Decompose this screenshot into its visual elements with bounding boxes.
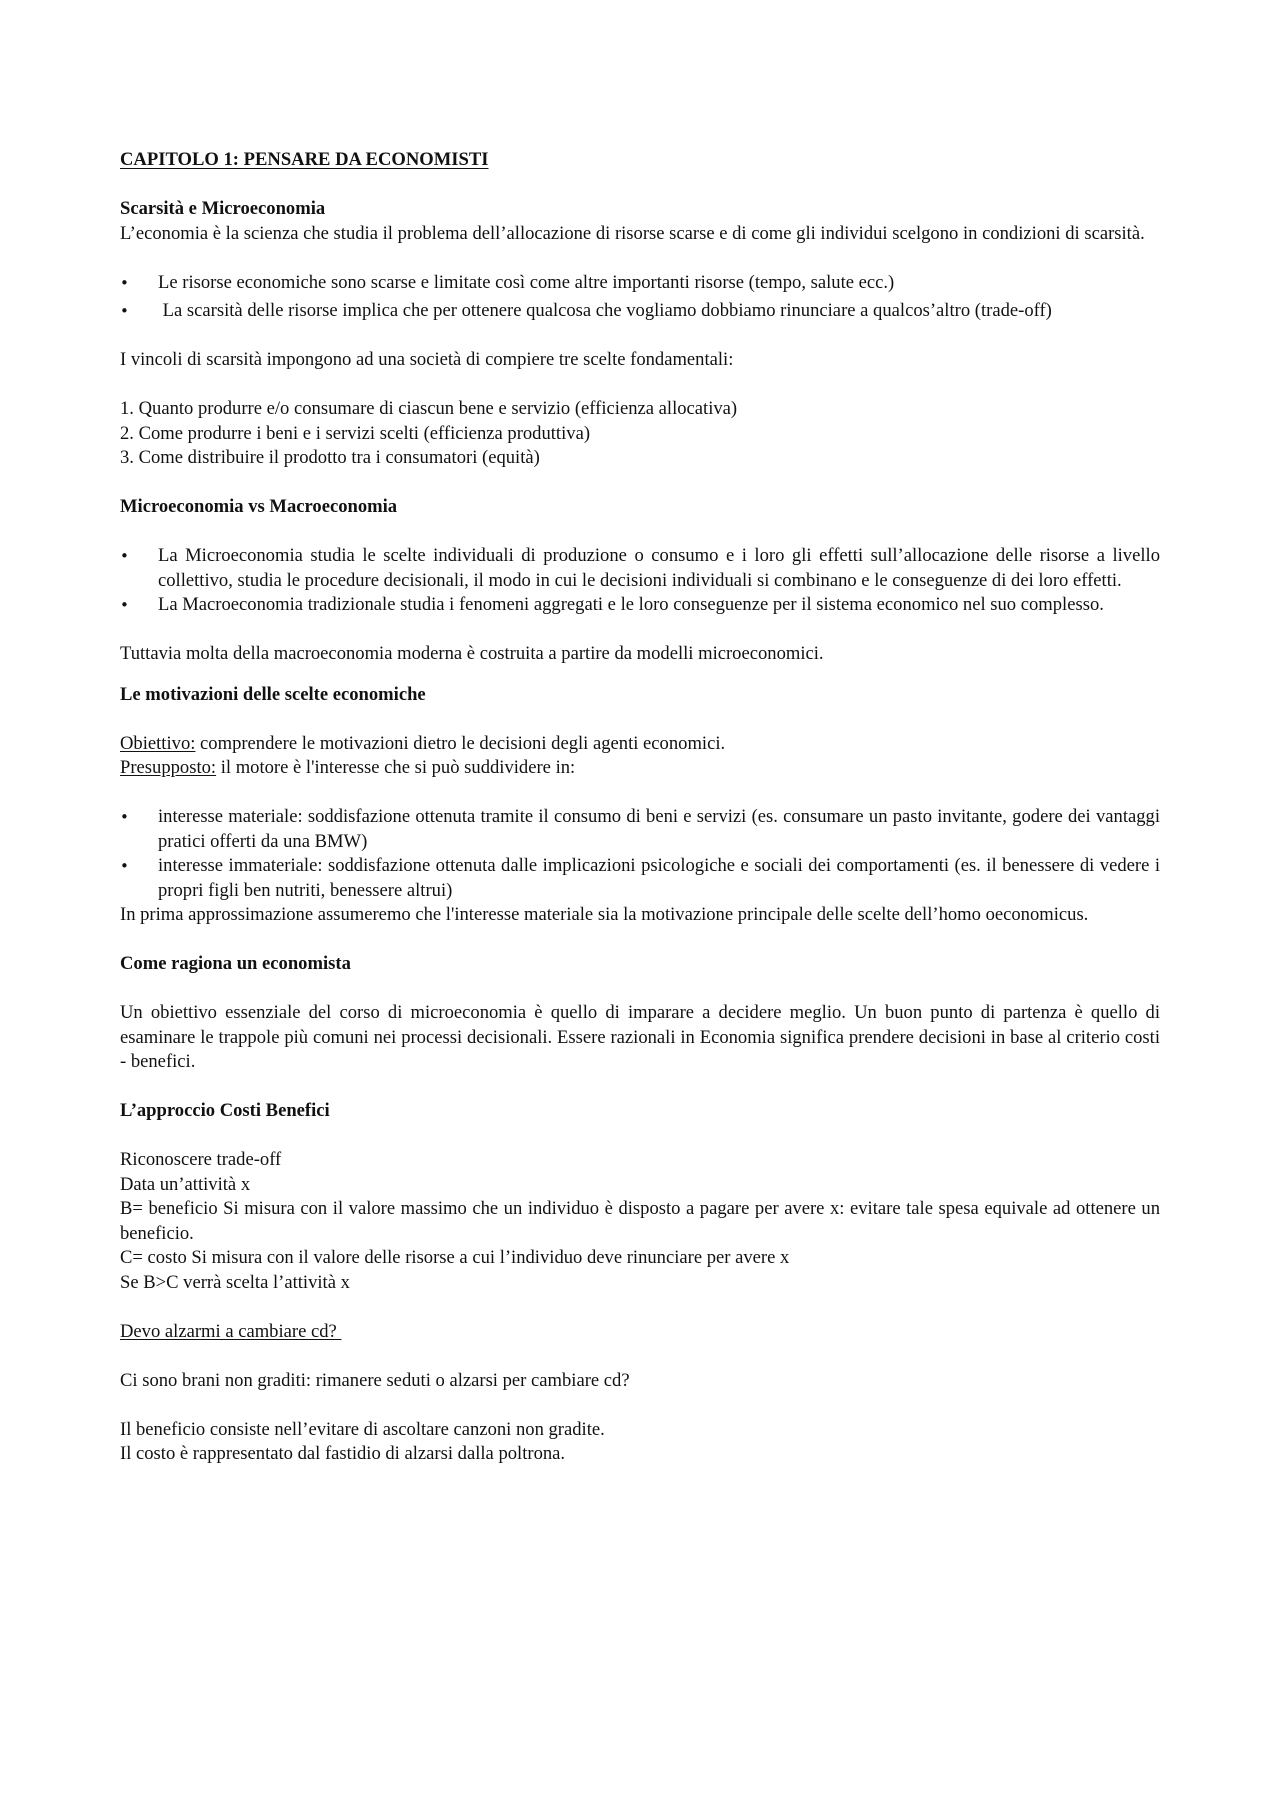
paragraph-intro: L’economia è la scienza che studia il problema dell’allocazione di risorse scarse e di come gli individui scelgono in condizioni di scarsità.: [120, 222, 1145, 244]
paragraph-presupposto: [120, 756, 1160, 781]
paragraph-beneficio: Il beneficio consiste nell’evitare di ascoltare canzoni non gradite.: [120, 1418, 605, 1440]
section-heading-cd: Devo alzarmi a cambiare cd?: [120, 1320, 342, 1342]
objective-text: comprendere le motivazioni dietro le decisioni degli agenti economici.: [195, 732, 726, 754]
line-beneficio: B= beneficio Si misura con il valore massimo che un individuo è disposto a pagare per avere x: evitare tale spesa equivale ad ottenere un beneficio.: [120, 1198, 1160, 1244]
list-item: • La Macroeconomia tradizionale studia i fenomeni aggregati e le loro conseguenze per il sistema economico nel suo complesso.: [120, 593, 1160, 618]
document-page: [120, 148, 1160, 1467]
paragraph-tuttavia: Tuttavia molta della macroeconomia moderna è costruita a partire da modelli microeconomici.: [120, 643, 824, 664]
choice-item: 3. Come distribuire il prodotto tra i consumatori (equità): [120, 447, 540, 468]
paragraph-economista: Un obiettivo essenziale del corso di microeconomia è quello di imparare a decidere meglio. Un buon punto di partenza è quello di esaminare le trappole più comuni nei processi decisionali. Essere razionali in Economia significa prendere decisioni in base al criterio costi - benefici.: [120, 1002, 1160, 1072]
paragraph-obiettivo: [120, 732, 1160, 757]
list-item: • La scarsità delle risorse implica che per ottenere qualcosa che vogliamo dobbiamo rinunciare a qualcos’altro (trade-off): [120, 299, 1160, 324]
paragraph-vincoli: I vincoli di scarsità impongono ad una società di compiere tre scelte fondamentali:: [120, 349, 734, 370]
line-attivita: Data un’attività x: [120, 1173, 251, 1195]
line-costo: C= costo Si misura con il valore delle risorse a cui l’individuo deve rinunciare per avere x: [120, 1247, 790, 1268]
section-heading-scarsita: Scarsità e Microeconomia: [120, 198, 326, 219]
section-heading-costi-benefici: L’approccio Costi Benefici: [120, 1100, 330, 1121]
premise-label: Presupposto:: [120, 757, 217, 778]
section-heading-economista: Come ragiona un economista: [120, 953, 351, 974]
list-item: • La Microeconomia studia le scelte individuali di produzione o consumo e i loro gli effetti sull’allocazione delle risorse a livello collettivo, studia le procedure decisionali, il modo in cui le decisioni individuali si combinano e le conseguenze di dei loro effetti.: [120, 544, 1160, 593]
paragraph-homo-oeconomicus: In prima approssimazione assumeremo che l'interesse materiale sia la motivazione principale delle scelte dell’homo oeconomicus.: [120, 904, 1089, 925]
list-item: • Le risorse economiche sono scarse e limitate così come altre importanti risorse (tempo, salute ecc.): [120, 271, 1160, 296]
list-item: • interesse materiale: soddisfazione ottenuta tramite il consumo di beni e servizi (es. consumare un pasto invitante, godere dei vantaggi pratici offerti da una BMW): [120, 805, 1160, 854]
chapter-title: CAPITOLO 1: PENSARE DA ECONOMISTI: [120, 149, 489, 170]
choice-item: 1. Quanto produrre e/o consumare di ciascun bene e servizio (efficienza allocativa): [120, 398, 738, 419]
bullet-list-risorse: [120, 271, 1160, 324]
objective-label: Obiettivo:: [120, 732, 196, 754]
paragraph-cd-question: Ci sono brani non graditi: rimanere seduti o alzarsi per cambiare cd?: [120, 1369, 630, 1391]
paragraph-costo: Il costo è rappresentato dal fastidio di alzarsi dalla poltrona.: [120, 1443, 566, 1464]
line-trade-off: Riconoscere trade-off: [120, 1149, 282, 1170]
bullet-list-micro-macro: [120, 544, 1160, 618]
line-scelta: Se B>C verrà scelta l’attività x: [120, 1271, 350, 1293]
choice-item: 2. Come produrre i beni e i servizi scelti (efficienza produttiva): [120, 422, 591, 444]
list-item: • interesse immateriale: soddisfazione ottenuta dalle implicazioni psicologiche e sociali dei comportamenti (es. il benessere di vedere i propri figli ben nutriti, benessere altrui): [120, 854, 1160, 903]
bullet-list-interessi: [120, 805, 1160, 903]
section-heading-motivazioni: Le motivazioni delle scelte economiche: [120, 683, 426, 705]
section-heading-micro-macro: Microeconomia vs Macroeconomia: [120, 496, 398, 517]
premise-text: il motore è l'interesse che si può suddividere in:: [216, 757, 576, 778]
